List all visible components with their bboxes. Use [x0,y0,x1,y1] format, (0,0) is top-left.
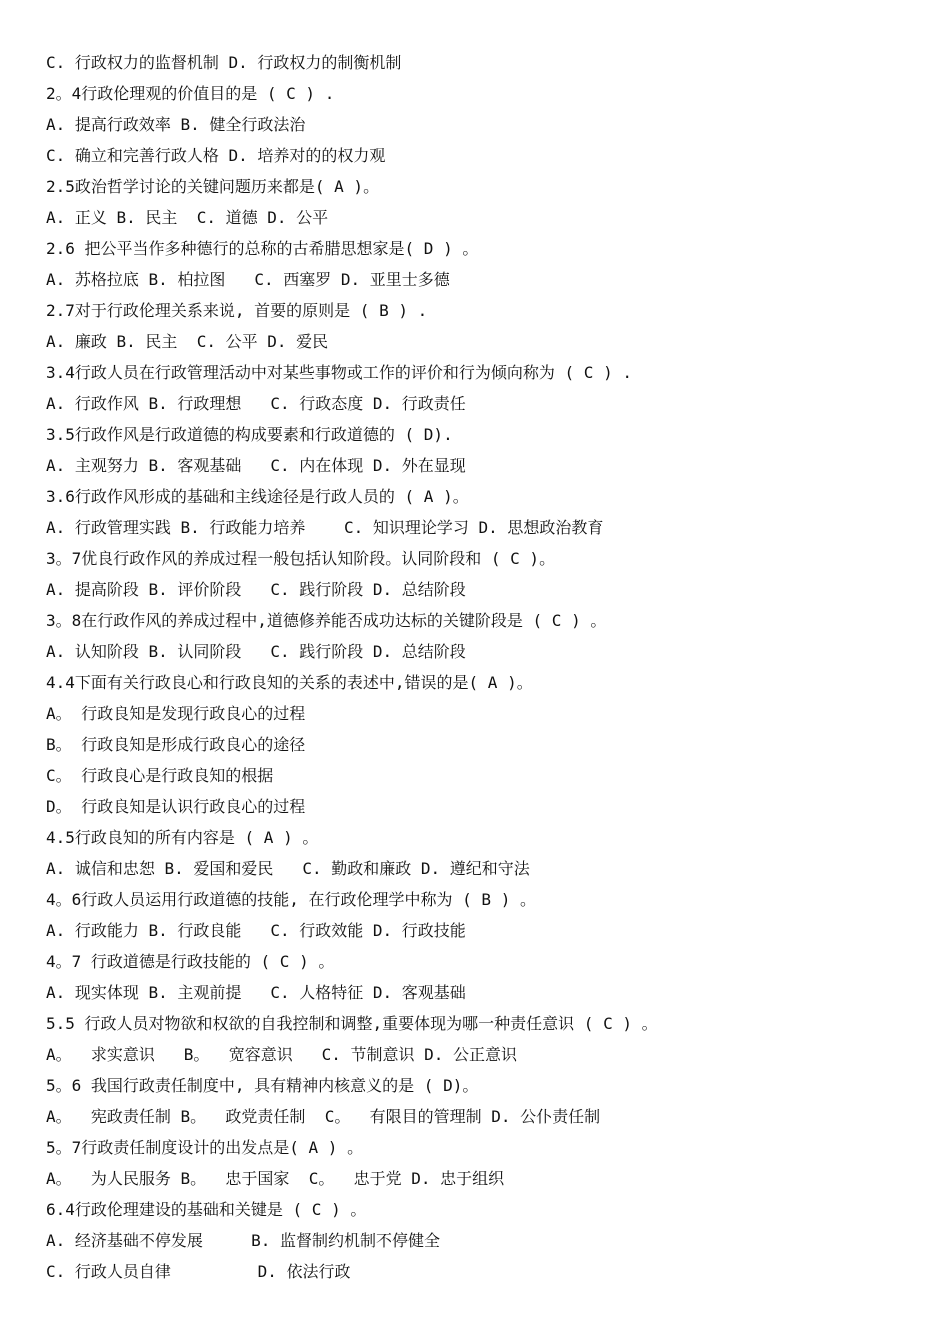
question-line: 4.5行政良知的所有内容是 ( A ) 。 [46,828,319,847]
question-line: 2。4行政伦理观的价值目的是 ( C ) . [46,84,335,103]
option-line: D。 行政良知是认识行政良心的过程 [46,797,306,816]
question-line: 5。6 我国行政责任制度中, 具有精神内核意义的是 ( D)。 [46,1076,479,1095]
option-line: A. 提高行政效率 B. 健全行政法治 [46,115,306,134]
option-line: A。 为人民服务 B。 忠于国家 C。 忠于党 D. 忠于组织 [46,1169,505,1188]
option-line: A. 主观努力 B. 客观基础 C. 内在体现 D. 外在显现 [46,456,466,475]
option-line: A. 廉政 B. 民主 C. 公平 D. 爱民 [46,332,329,351]
option-line: C。 行政良心是行政良知的根据 [46,766,274,785]
question-line: 2.7对于行政伦理关系来说, 首要的原则是 ( B ) . [46,301,428,320]
question-line: 4。7 行政道德是行政技能的 ( C ) 。 [46,952,335,971]
question-line: 6.4行政伦理建设的基础和关键是 ( C ) 。 [46,1200,367,1219]
option-line: A。 宪政责任制 B。 政党责任制 C。 有限目的管理制 D. 公仆责任制 [46,1107,601,1126]
question-line: 4.4下面有关行政良心和行政良知的关系的表述中,错误的是( A )。 [46,673,533,692]
question-line: 3.5行政作风是行政道德的构成要素和行政道德的 ( D). [46,425,453,444]
question-line: 4。6行政人员运用行政道德的技能, 在行政伦理学中称为 ( B ) 。 [46,890,536,909]
option-line: A. 提高阶段 B. 评价阶段 C. 践行阶段 D. 总结阶段 [46,580,466,599]
option-line: A. 经济基础不停发展 B. 监督制约机制不停健全 [46,1231,440,1250]
text-line: C. 行政权力的监督机制 D. 行政权力的制衡机制 [46,53,402,72]
question-line: 5.5 行政人员对物欲和权欲的自我控制和调整,重要体现为哪一种责任意识 ( C ) 。 [46,1014,658,1033]
option-line: A. 认知阶段 B. 认同阶段 C. 践行阶段 D. 总结阶段 [46,642,466,661]
question-line: 2.5政治哲学讨论的关键问题历来都是( A )。 [46,177,380,196]
option-line: A. 行政能力 B. 行政良能 C. 行政效能 D. 行政技能 [46,921,466,940]
option-line: A。 求实意识 B。 宽容意识 C. 节制意识 D. 公正意识 [46,1045,518,1064]
question-line: 3.6行政作风形成的基础和主线途径是行政人员的 ( A )。 [46,487,469,506]
option-line: A. 现实体现 B. 主观前提 C. 人格特征 D. 客观基础 [46,983,466,1002]
option-line: A。 行政良知是发现行政良心的过程 [46,704,306,723]
question-line: 3。8在行政作风的养成过程中,道德修养能否成功达标的关键阶段是 ( C ) 。 [46,611,607,630]
option-line: C. 确立和完善行政人格 D. 培养对的的权力观 [46,146,386,165]
question-line: 2.6 把公平当作多种德行的总称的古希腊思想家是( D ) 。 [46,239,479,258]
question-line: 3.4行政人员在行政管理活动中对某些事物或工作的评价和行为倾向称为 ( C ) . [46,363,632,382]
option-line: A. 苏格拉底 B. 柏拉图 C. 西塞罗 D. 亚里士多德 [46,270,450,289]
question-list [46,47,926,1287]
option-line: A. 行政作风 B. 行政理想 C. 行政态度 D. 行政责任 [46,394,466,413]
option-line: C. 行政人员自律 D. 依法行政 [46,1262,351,1281]
question-line: 5。7行政责任制度设计的出发点是( A ) 。 [46,1138,364,1157]
option-line: B。 行政良知是形成行政良心的途径 [46,735,306,754]
option-line: A. 正义 B. 民主 C. 道德 D. 公平 [46,208,329,227]
option-line: A. 行政管理实践 B. 行政能力培养 C. 知识理论学习 D. 思想政治教育 [46,518,604,537]
question-line: 3。7优良行政作风的养成过程一般包括认知阶段。认同阶段和 ( C )。 [46,549,556,568]
option-line: A. 诚信和忠恕 B. 爱国和爱民 C. 勤政和廉政 D. 遵纪和守法 [46,859,530,878]
